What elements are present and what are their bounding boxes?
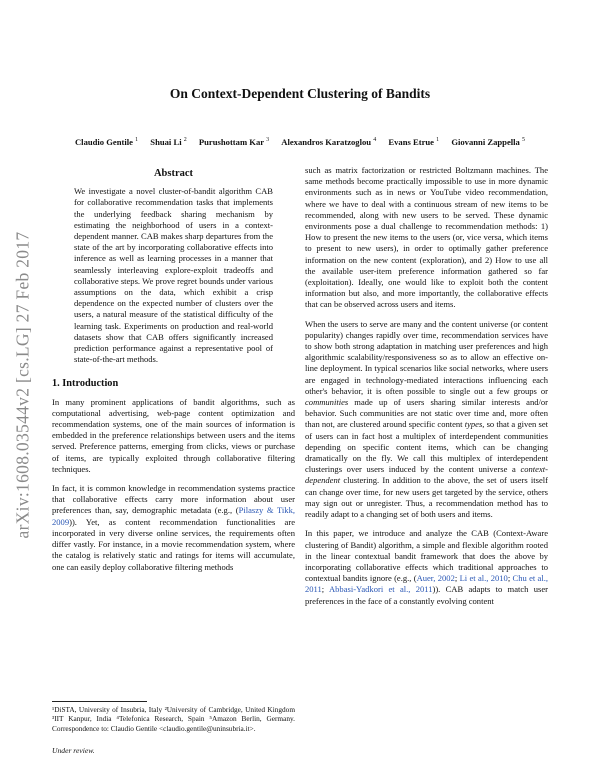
left-column: [52, 168, 295, 581]
author: Giovanni Zappella $^5$: [451, 137, 526, 147]
author: Claudio Gentile $^1$: [74, 137, 139, 147]
affiliation-footnote: [52, 701, 295, 733]
introduction-heading: 1. Introduction: [52, 378, 119, 390]
author: Evans Etrue $^1$: [388, 137, 440, 147]
citation-link[interactable]: Chu et al., 2011: [305, 573, 549, 595]
arxiv-id: arXiv:1608.03544v2 [cs.LG] 27 Feb 2017: [12, 231, 33, 539]
citation-link[interactable]: Li et al., 2010: [459, 573, 508, 584]
right-column: [305, 165, 548, 615]
right-paragraph-1: such as matrix factorization or restricted Boltzmann machines. The same methods become practically impossible to use in more dynamic environments such as in news or YouTube video recommendation, where we have to deal with a continuous stream of new items to be recommended, along with new users to be served. These dynamic environments pose a dual challenge to recommendation methods: 1) How to present the new items to the users (or, vice versa, which items to present to new users), in order to optimally gather preference information on the new content (exploration), and 2) How to use all the available user-item preference information gathered so far (exploitation). Ideally, one would like to exploit both the content information but also, and more importantly, the collaborative effects that can be observed across users and items.: [305, 165, 548, 310]
footnote-text: ¹DiSTA, University of Insubria, Italy ²University of Cambridge, United Kingdom ³IIT Kanpur, India ⁴Telefonica Research, Spain ⁵Amazon Berlin, Germany. Correspondence to: Claudio Gentile <claudio.gentile@uninsubria.it>.: [52, 705, 295, 733]
footnote-rule: [52, 701, 147, 702]
author-list: [0, 137, 600, 147]
author: Alexandros Karatzoglou $^4$: [281, 137, 377, 147]
intro-paragraph-1: In many prominent applications of bandit algorithms, such as computational advertising, web-page content optimization and recommendation systems, one of the main sources of information is embedded in the preference relationships between users and the items served. Preference patterns, emerging from clicks, views or purchase of items, are typically exploited through collaborative filtering techniques.: [52, 396, 295, 474]
citation-link[interactable]: Abbasi-Yadkori et al., 2011: [328, 584, 433, 595]
right-paragraph-3: In this paper, we introduce and analyze the CAB (Context-Aware clustering of Bandit) algorithm, a simple and flexible algorithm rooted in the linear contextual bandit framework that does the above by incorporating collaborative effects which traditional approaches to contextual bandits ignore (e.g., (Auer, 2002; Li et al., 2010; Chu et al., 2011; Abbasi-Yadkori et al., 2011)). CAB adapts to match user preferences in the face of a constantly evolving content: [305, 528, 549, 606]
citation-link[interactable]: Auer, 2002: [416, 573, 455, 584]
abstract-heading: Abstract: [153, 168, 194, 179]
citation-link[interactable]: Pilaszy & Tikk, 2009: [52, 505, 295, 527]
paper-title: On Context-Dependent Clustering of Bandits: [169, 86, 431, 101]
arxiv-watermark: [8, 205, 38, 565]
author: Purushottam Kar $^3$: [198, 137, 270, 147]
abstract-body: We investigate a novel cluster-of-bandit algorithm CAB for collaborative recommendation tasks that implements the underlying feedback sharing mechanism by estimating the neighborhood of users in a context-dependent manner. CAB makes sharp departures from the state of the art by incorporating collaborative effects into inference as well as learning processes in a manner that seamlessly interleaving explore-exploit tradeoffs and collaborative steps. We prove regret bounds under various assumptions on the data, which exhibit a crisp dependence on the expected number of clusters over the users, a natural measure of the statistical difficulty of the learning task. Experiments on production and real-world datasets show that CAB offers significantly increased prediction performance against a representative pool of state-of-the-art methods.: [74, 186, 273, 365]
author: Shuai Li $^2$: [150, 137, 187, 147]
right-paragraph-2: When the users to serve are many and the content universe (or content popularity) changes rapidly over time, recommendation services have to show both strong adaptation in matching user preferences and high algorithmic scalability/responsiveness so as to allow an effective on-line deployment. In typical scenarios like social networks, where users are engaged in technology-mediated interactions influencing each other's behavior, it is often possible to single out a few groups or communities made up of users sharing similar interests and/or behavior. Such communities are not static over time and, more often than not, are clustered around specific content types, so that a given set of users can in fact host a multiplex of interdependent communities depending on specific content items, which can be changing dramatically on the fly. We call this multiplex of interdependent clusterings over users induced by the content universe a context-dependent clustering. In addition to the above, the set of users itself can change over time, for new users get targeted by the service, others may sign out or unregister. Thus, a recommendation method has to readily adapt to a changing set of both users and items.: [305, 318, 548, 520]
intro-paragraph-2: In fact, it is common knowledge in recommendation systems practice that collaborative effects carry more information about user preferences than, say, demographic metadata (e.g., (Pilaszy & Tikk, 2009)). Yet, as content recommendation functionalities are incorporated in very diverse online services, the requirements often differ vastly. For instance, in a movie recommendation system, where the catalog is relatively static and ratings for items will accumulate, one can easily deploy collaborative filtering methods: [52, 483, 295, 572]
under-review-note: Under review.: [52, 746, 95, 755]
